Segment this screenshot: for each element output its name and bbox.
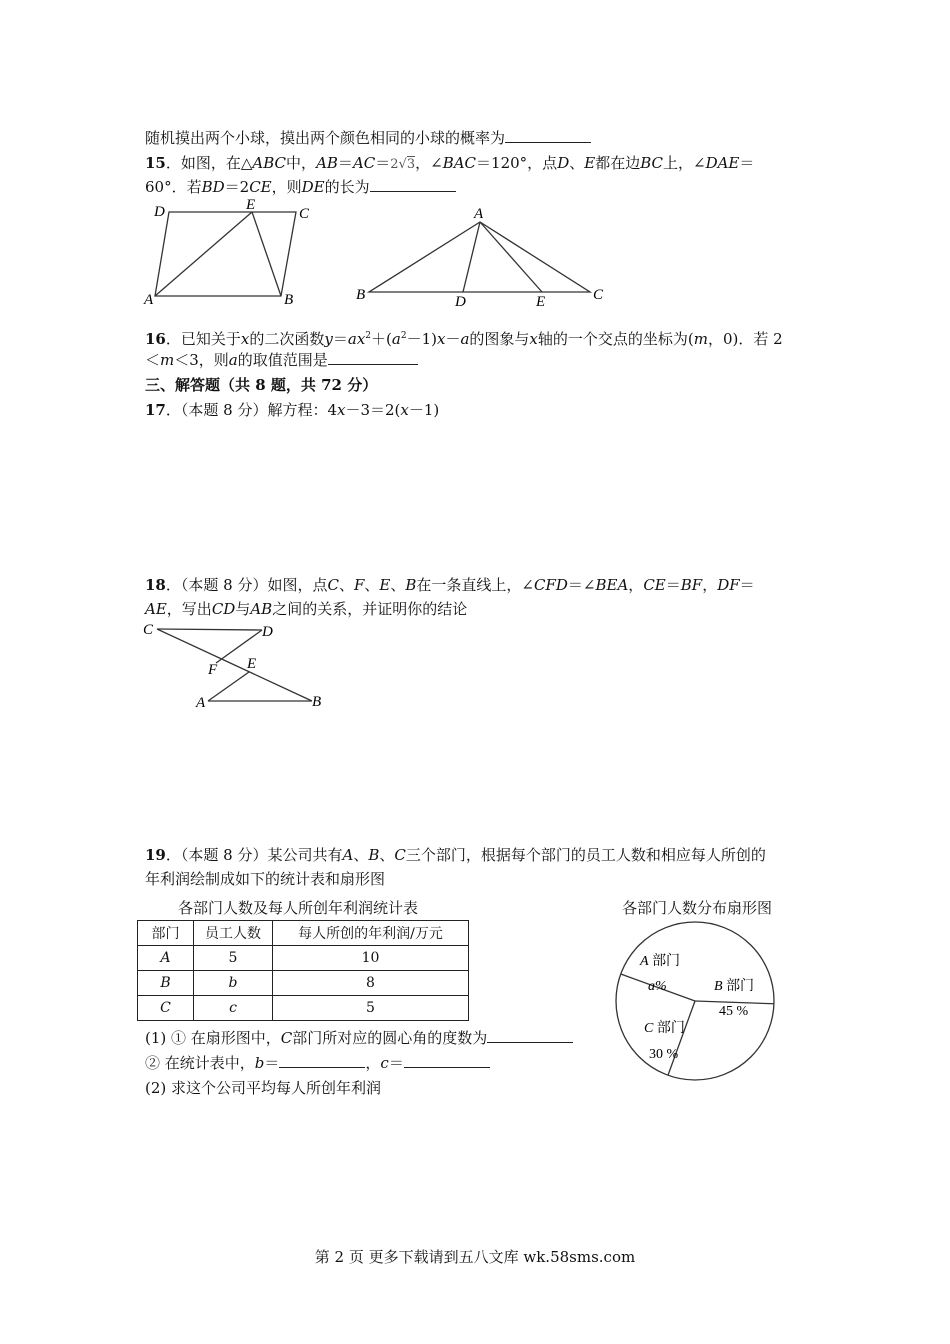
q19-var: c [380, 1054, 389, 1072]
q15-text: ，∠ [415, 154, 443, 172]
q18-var: C [327, 576, 339, 594]
table-title: 各部门人数及每人所创年利润统计表 [178, 899, 419, 917]
q16-number: 16 [145, 330, 166, 348]
table-cell: C [138, 996, 194, 1021]
q19-text: 年利润绘制成如下的统计表和扇形图 [145, 870, 386, 888]
q18-text: ＝ [665, 576, 681, 594]
triangle-abc [369, 222, 590, 292]
q18-line-2 [145, 599, 467, 619]
q14-tail-line [145, 128, 591, 148]
stats-table [137, 920, 469, 1021]
q16-answer-blank[interactable] [328, 350, 418, 365]
q19-text: (2) 求这个公司平均每人所创年利润 [145, 1079, 382, 1097]
parallelogram-outline [155, 212, 296, 296]
segment-ae [155, 212, 252, 296]
q16-text: ＋( [371, 330, 392, 348]
q19-c-answer-blank[interactable] [404, 1053, 490, 1068]
table-header-row [138, 921, 469, 946]
q15-text: 的长为 [324, 178, 370, 196]
table-cell: 5 [273, 996, 469, 1021]
sqrt-expression [390, 156, 415, 172]
table-row [138, 946, 469, 971]
q16-text: － [445, 330, 461, 348]
q17-var: x [400, 401, 409, 419]
q15-var: BD [201, 178, 225, 196]
q15-number: 15 [145, 154, 166, 172]
q18-text: 、 [364, 576, 380, 594]
q17-text: －1) [408, 401, 440, 419]
q15-text: ＝120°，点 [476, 154, 558, 172]
q18-text: 之间的关系，并证明你的结论 [272, 600, 468, 618]
sqrt-sign: √ [398, 157, 407, 172]
label-c: C [593, 287, 604, 303]
q18-var: BF [680, 576, 703, 594]
q15-var: AC [352, 154, 376, 172]
q19-angle-answer-blank[interactable] [487, 1028, 573, 1043]
q19-var: B [368, 846, 380, 864]
q17-number: 17 [145, 401, 166, 419]
q16-var: x [529, 330, 538, 348]
q16-var: m [160, 351, 175, 369]
q18-text: ＝∠ [567, 576, 596, 594]
section-3-title: 三、解答题（共 8 题，共 72 分） [145, 376, 378, 394]
q16-text: ＝ [332, 330, 348, 348]
q15-text: 60°．若 [145, 178, 202, 196]
q15-figure-triangle [350, 202, 610, 310]
q16-var: x [436, 330, 446, 348]
q19-text: ＝ [388, 1054, 404, 1072]
table-cell: 10 [273, 946, 469, 971]
q19-text: 部门所对应的圆心角的度数为 [292, 1029, 488, 1047]
q19-sub2 [145, 1053, 490, 1073]
q18-var: BEA [595, 576, 629, 594]
label-a: A [474, 206, 484, 222]
q17-line [145, 400, 439, 420]
q19-line-1 [145, 845, 766, 865]
section-3-heading [145, 375, 377, 395]
table-cell: B [138, 971, 194, 996]
q18-text: 与 [235, 600, 251, 618]
q15-text: 中， [286, 154, 317, 172]
q14-tail-text: 随机摸出两个小球，摸出两个颜色相同的小球的概率为 [145, 129, 506, 147]
pie-label-b: B 部门 [714, 979, 755, 994]
q18-var: CE [643, 576, 666, 594]
q15-var: BC [640, 154, 663, 172]
q16-text: 的二次函数 [249, 330, 325, 348]
q15-answer-blank[interactable] [370, 177, 456, 192]
q18-var: E [379, 576, 391, 594]
q16-text: 的图象与 [469, 330, 530, 348]
q15-var: E [584, 154, 596, 172]
q19-text: 、 [379, 846, 395, 864]
q19-sub3 [145, 1078, 381, 1098]
q18-var: DF [717, 576, 740, 594]
q15-var: D [557, 154, 570, 172]
q15-text: ＝ [375, 154, 391, 172]
q19-var: C [394, 846, 406, 864]
label-f: F [208, 662, 218, 678]
label-e: E [247, 656, 257, 672]
q15-text: 都在边 [595, 154, 641, 172]
q18-var: CD [211, 600, 236, 618]
sqrt-coefficient: 2 [390, 157, 399, 172]
label-e: E [246, 197, 256, 213]
q18-text: 在一条直线上，∠ [416, 576, 534, 594]
q17-text: ．（本题 8 分）解方程：4 [165, 401, 337, 419]
q19-var: A [342, 846, 354, 864]
label-d: D [154, 204, 165, 220]
q16-var: a [391, 330, 401, 348]
q16-text: ＜ [145, 351, 161, 369]
table-row [138, 996, 469, 1021]
q19-text: 三个部门，根据每个部门的员工人数和相应每人所创的 [405, 846, 766, 864]
q16-var: m [693, 330, 708, 348]
q15-text: 、 [569, 154, 585, 172]
label-a: A [144, 292, 154, 308]
table-cell: c [194, 996, 273, 1021]
q19-text: (1) ① 在扇形图中， [145, 1029, 281, 1047]
q18-var: F [353, 576, 365, 594]
q16-line-2 [145, 350, 418, 370]
q19-var: C [280, 1029, 293, 1047]
label-c: C [299, 206, 310, 222]
q18-var: AB [250, 600, 273, 618]
q19-text: ② 在统计表中， [145, 1054, 255, 1072]
pie-value-c: 30 % [649, 1047, 679, 1062]
segment-cb [157, 629, 312, 701]
q15-text: 上，∠ [662, 154, 706, 172]
pie-label-a: A 部门 [640, 954, 681, 969]
q18-text: ，写出 [166, 600, 212, 618]
q15-var: AB [316, 154, 338, 172]
q15-var: CE [249, 178, 272, 196]
q15-text: ，则 [271, 178, 302, 196]
q18-number: 18 [145, 576, 166, 594]
q19-text: ＝ [264, 1054, 280, 1072]
table-cell: A [138, 946, 194, 971]
q14-answer-blank[interactable] [505, 128, 591, 143]
q18-figure [140, 618, 340, 718]
q16-var: a [460, 330, 470, 348]
q16-text: －1) [406, 330, 437, 348]
label-b: B [312, 694, 322, 710]
q16-superscript: 2 [365, 331, 372, 341]
q19-line-2 [145, 869, 385, 889]
table-cell: 8 [273, 971, 469, 996]
pie-value-b: 45 % [719, 1004, 749, 1019]
q19-number: 19 [145, 846, 166, 864]
q15-var: ABC [252, 154, 287, 172]
segment-ae [480, 222, 542, 292]
q19-var: b [254, 1054, 265, 1072]
q16-superscript: 2 [400, 331, 407, 341]
q15-text: ＝ [337, 154, 353, 172]
q19-b-answer-blank[interactable] [279, 1053, 365, 1068]
q16-text: ．已知关于 [165, 330, 241, 348]
q15-text: ＝2 [224, 178, 250, 196]
q19-text: ．（本题 8 分）某公司共有 [165, 846, 343, 864]
q17-text: －3＝2( [345, 401, 401, 419]
table-cell: 5 [194, 946, 273, 971]
pie-value-a: a% [648, 979, 667, 994]
q18-text: 、 [390, 576, 406, 594]
q15-var: DE [301, 178, 325, 196]
q18-text: ， [702, 576, 718, 594]
q18-text: ＝ [739, 576, 755, 594]
page-footer: 第 2 页 更多下载请到五八文库 wk.58sms.com [314, 1248, 636, 1266]
q16-var: a [228, 351, 238, 369]
q15-line-2 [145, 177, 456, 197]
table-header-cell: 员工人数 [194, 921, 273, 946]
label-b: B [356, 287, 366, 303]
label-d: D [455, 294, 466, 310]
label-d: D [262, 624, 273, 640]
q15-text: ＝ [739, 154, 755, 172]
q16-var: x [240, 330, 250, 348]
sqrt-radicand: 3 [406, 157, 416, 172]
pie-label-c: C 部门 [644, 1021, 685, 1036]
segment-ad [463, 222, 480, 292]
q15-text: ．如图，在△ [165, 154, 253, 172]
q16-var: y [324, 330, 333, 348]
q16-text: 的取值范围是 [237, 351, 328, 369]
q15-line-1 [145, 153, 754, 175]
q17-var: x [337, 401, 346, 419]
q18-var: CFD [533, 576, 568, 594]
q18-var: B [405, 576, 417, 594]
label-e: E [536, 294, 546, 310]
q18-var: AE [145, 600, 167, 618]
q18-text: ， [628, 576, 644, 594]
table-row [138, 971, 469, 996]
q16-text: 轴的一个交点的坐标为( [537, 330, 694, 348]
pie-chart [612, 918, 778, 1084]
q19-text: 、 [353, 846, 369, 864]
q19-text: ， [365, 1054, 381, 1072]
pie-title: 各部门人数分布扇形图 [622, 899, 773, 917]
q16-line-1 [145, 326, 783, 349]
label-b: B [284, 292, 294, 308]
q16-text: ＜3，则 [174, 351, 229, 369]
q16-text: ，0)．若 2 [707, 330, 783, 348]
q16-var: ax [347, 330, 366, 348]
q18-text: ．（本题 8 分）如图，点 [165, 576, 328, 594]
label-c: C [143, 622, 154, 638]
table-header-cell: 部门 [138, 921, 194, 946]
table-header-cell: 每人所创的年利润/万元 [273, 921, 469, 946]
q18-line-1 [145, 575, 755, 595]
segment-cd [157, 629, 262, 630]
label-a: A [196, 695, 206, 711]
q18-text: 、 [338, 576, 354, 594]
q15-var: DAE [705, 154, 740, 172]
q15-var: BAC [442, 154, 477, 172]
q15-figure-parallelogram [140, 196, 320, 311]
table-cell: b [194, 971, 273, 996]
q19-sub1 [145, 1028, 573, 1048]
segment-eb [252, 212, 281, 296]
